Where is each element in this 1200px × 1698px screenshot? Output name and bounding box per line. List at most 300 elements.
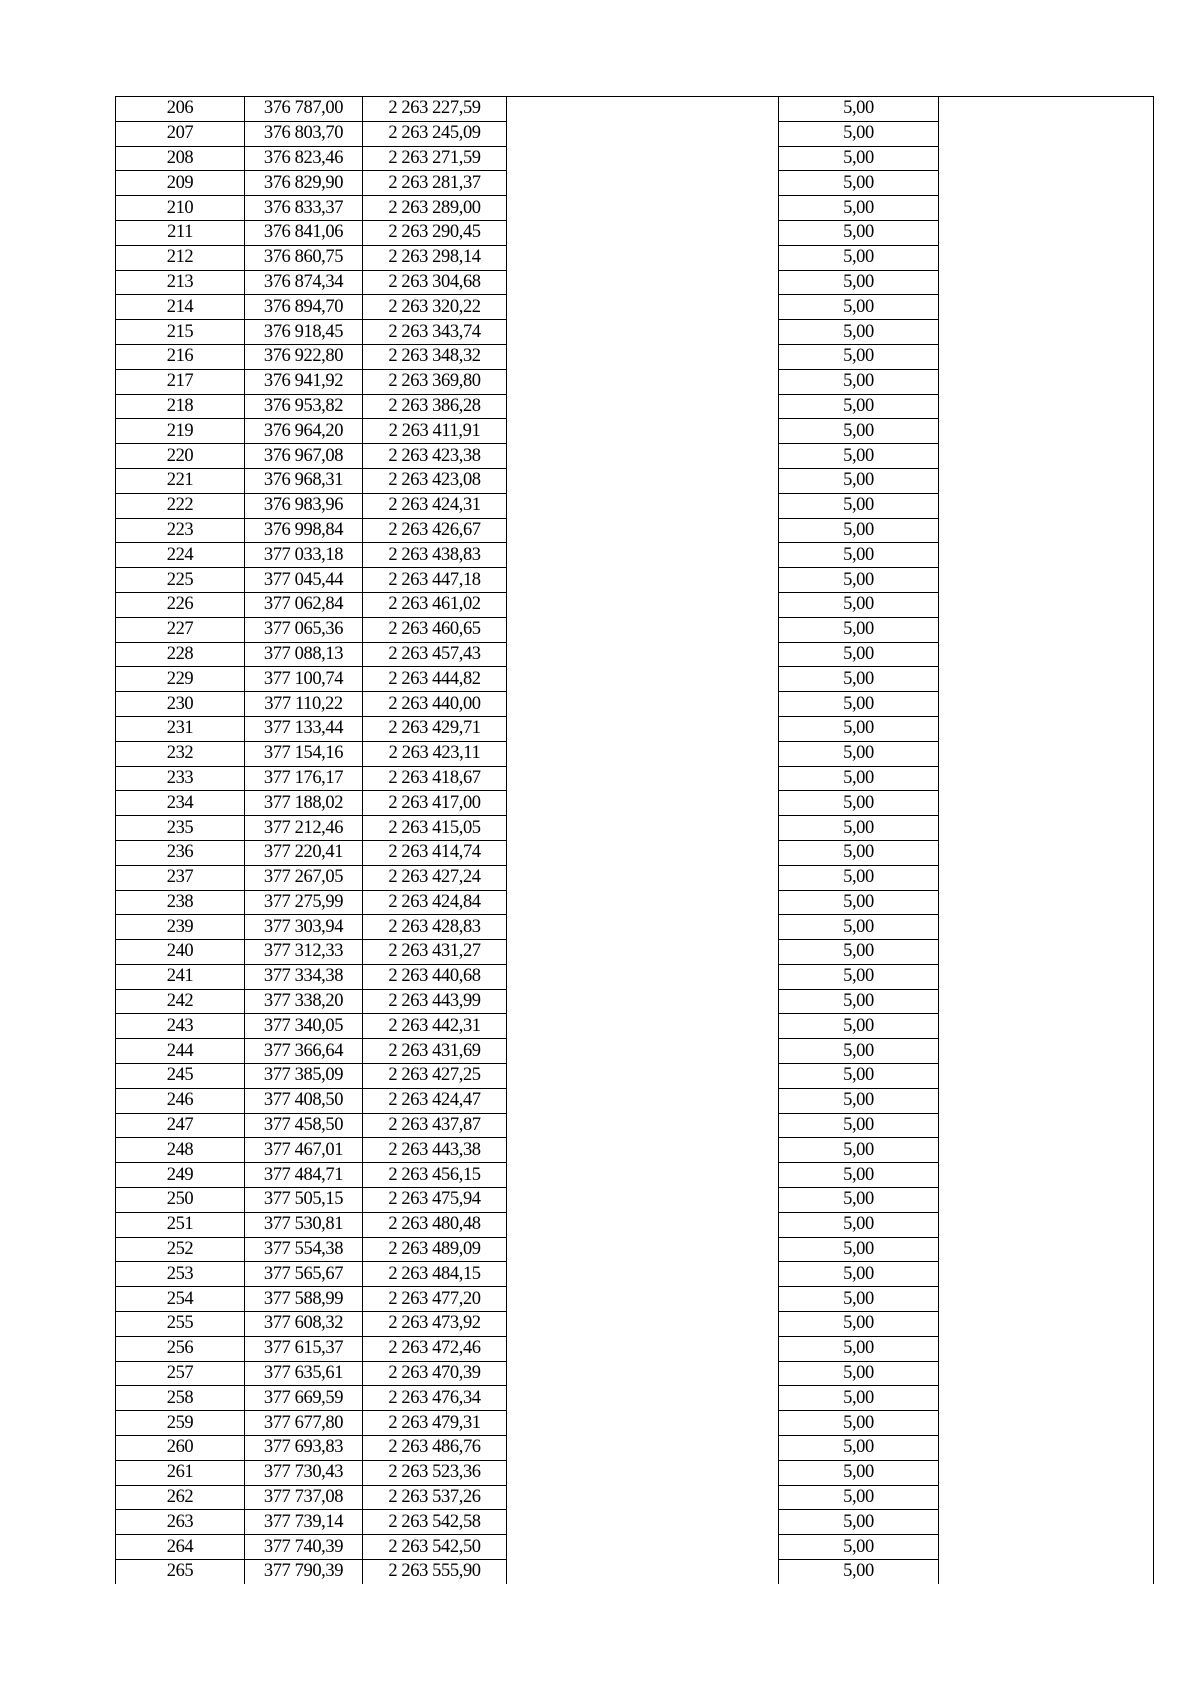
table-row bbox=[116, 320, 1154, 345]
point-number-cell: 263 bbox=[116, 1510, 245, 1535]
tolerance-cell: 5,00 bbox=[779, 816, 939, 841]
tolerance-cell: 5,00 bbox=[779, 369, 939, 394]
x-coordinate-cell: 377 045,44 bbox=[245, 568, 363, 593]
note-cell bbox=[939, 1014, 1154, 1039]
blank-cell bbox=[507, 245, 779, 270]
blank-cell bbox=[507, 1336, 779, 1361]
table-row bbox=[116, 344, 1154, 369]
table-row bbox=[116, 642, 1154, 667]
x-coordinate-cell: 377 467,01 bbox=[245, 1138, 363, 1163]
point-number-cell: 258 bbox=[116, 1386, 245, 1411]
table-row bbox=[116, 543, 1154, 568]
blank-cell bbox=[507, 840, 779, 865]
note-cell bbox=[939, 1485, 1154, 1510]
x-coordinate-cell: 376 964,20 bbox=[245, 419, 363, 444]
y-coordinate-cell: 2 263 290,45 bbox=[363, 220, 507, 245]
tolerance-cell: 5,00 bbox=[779, 940, 939, 965]
table-row bbox=[116, 592, 1154, 617]
note-cell bbox=[939, 1460, 1154, 1485]
blank-cell bbox=[507, 692, 779, 717]
tolerance-cell: 5,00 bbox=[779, 915, 939, 940]
y-coordinate-cell: 2 263 523,36 bbox=[363, 1460, 507, 1485]
note-cell bbox=[939, 1163, 1154, 1188]
blank-cell bbox=[507, 196, 779, 221]
y-coordinate-cell: 2 263 537,26 bbox=[363, 1485, 507, 1510]
tolerance-cell: 5,00 bbox=[779, 617, 939, 642]
point-number-cell: 257 bbox=[116, 1361, 245, 1386]
table-row bbox=[116, 245, 1154, 270]
tolerance-cell: 5,00 bbox=[779, 840, 939, 865]
note-cell bbox=[939, 270, 1154, 295]
blank-cell bbox=[507, 1386, 779, 1411]
blank-cell bbox=[507, 1163, 779, 1188]
y-coordinate-cell: 2 263 271,59 bbox=[363, 146, 507, 171]
point-number-cell: 215 bbox=[116, 320, 245, 345]
tolerance-cell: 5,00 bbox=[779, 716, 939, 741]
blank-cell bbox=[507, 1361, 779, 1386]
table-row bbox=[116, 121, 1154, 146]
note-cell bbox=[939, 865, 1154, 890]
table-row bbox=[116, 1113, 1154, 1138]
y-coordinate-cell: 2 263 475,94 bbox=[363, 1188, 507, 1213]
x-coordinate-cell: 377 554,38 bbox=[245, 1237, 363, 1262]
tolerance-cell: 5,00 bbox=[779, 865, 939, 890]
x-coordinate-cell: 377 340,05 bbox=[245, 1014, 363, 1039]
x-coordinate-cell: 376 841,06 bbox=[245, 220, 363, 245]
y-coordinate-cell: 2 263 423,38 bbox=[363, 444, 507, 469]
note-cell bbox=[939, 468, 1154, 493]
tolerance-cell: 5,00 bbox=[779, 692, 939, 717]
table-row bbox=[116, 146, 1154, 171]
blank-cell bbox=[507, 568, 779, 593]
table-row bbox=[116, 1262, 1154, 1287]
tolerance-cell: 5,00 bbox=[779, 1014, 939, 1039]
y-coordinate-cell: 2 263 440,68 bbox=[363, 964, 507, 989]
blank-cell bbox=[507, 791, 779, 816]
tolerance-cell: 5,00 bbox=[779, 741, 939, 766]
x-coordinate-cell: 376 803,70 bbox=[245, 121, 363, 146]
note-cell bbox=[939, 543, 1154, 568]
y-coordinate-cell: 2 263 426,67 bbox=[363, 518, 507, 543]
point-number-cell: 214 bbox=[116, 295, 245, 320]
y-coordinate-cell: 2 263 473,92 bbox=[363, 1312, 507, 1337]
x-coordinate-cell: 377 338,20 bbox=[245, 989, 363, 1014]
point-number-cell: 237 bbox=[116, 865, 245, 890]
y-coordinate-cell: 2 263 424,47 bbox=[363, 1088, 507, 1113]
y-coordinate-cell: 2 263 424,84 bbox=[363, 890, 507, 915]
x-coordinate-cell: 377 693,83 bbox=[245, 1436, 363, 1461]
y-coordinate-cell: 2 263 555,90 bbox=[363, 1560, 507, 1584]
table-row bbox=[116, 1460, 1154, 1485]
y-coordinate-cell: 2 263 245,09 bbox=[363, 121, 507, 146]
tolerance-cell: 5,00 bbox=[779, 1163, 939, 1188]
tolerance-cell: 5,00 bbox=[779, 245, 939, 270]
y-coordinate-cell: 2 263 447,18 bbox=[363, 568, 507, 593]
table-row bbox=[116, 1560, 1154, 1584]
note-cell bbox=[939, 1138, 1154, 1163]
point-number-cell: 231 bbox=[116, 716, 245, 741]
table-row bbox=[116, 692, 1154, 717]
point-number-cell: 245 bbox=[116, 1064, 245, 1089]
blank-cell bbox=[507, 394, 779, 419]
note-cell bbox=[939, 1262, 1154, 1287]
x-coordinate-cell: 377 303,94 bbox=[245, 915, 363, 940]
tolerance-cell: 5,00 bbox=[779, 1312, 939, 1337]
y-coordinate-cell: 2 263 486,76 bbox=[363, 1436, 507, 1461]
y-coordinate-cell: 2 263 289,00 bbox=[363, 196, 507, 221]
tolerance-cell: 5,00 bbox=[779, 642, 939, 667]
blank-cell bbox=[507, 1014, 779, 1039]
note-cell bbox=[939, 1088, 1154, 1113]
note-cell bbox=[939, 369, 1154, 394]
blank-cell bbox=[507, 468, 779, 493]
y-coordinate-cell: 2 263 472,46 bbox=[363, 1336, 507, 1361]
y-coordinate-cell: 2 263 320,22 bbox=[363, 295, 507, 320]
tolerance-cell: 5,00 bbox=[779, 320, 939, 345]
tolerance-cell: 5,00 bbox=[779, 419, 939, 444]
tolerance-cell: 5,00 bbox=[779, 1485, 939, 1510]
tolerance-cell: 5,00 bbox=[779, 295, 939, 320]
blank-cell bbox=[507, 1411, 779, 1436]
x-coordinate-cell: 377 588,99 bbox=[245, 1287, 363, 1312]
blank-cell bbox=[507, 1535, 779, 1560]
note-cell bbox=[939, 1411, 1154, 1436]
tolerance-cell: 5,00 bbox=[779, 1510, 939, 1535]
tolerance-cell: 5,00 bbox=[779, 1212, 939, 1237]
point-number-cell: 255 bbox=[116, 1312, 245, 1337]
tolerance-cell: 5,00 bbox=[779, 1262, 939, 1287]
point-number-cell: 211 bbox=[116, 220, 245, 245]
blank-cell bbox=[507, 146, 779, 171]
table-row bbox=[116, 1411, 1154, 1436]
y-coordinate-cell: 2 263 461,02 bbox=[363, 592, 507, 617]
table-row bbox=[116, 518, 1154, 543]
point-number-cell: 210 bbox=[116, 196, 245, 221]
x-coordinate-cell: 376 823,46 bbox=[245, 146, 363, 171]
note-cell bbox=[939, 1212, 1154, 1237]
y-coordinate-cell: 2 263 298,14 bbox=[363, 245, 507, 270]
tolerance-cell: 5,00 bbox=[779, 468, 939, 493]
blank-cell bbox=[507, 1287, 779, 1312]
point-number-cell: 248 bbox=[116, 1138, 245, 1163]
note-cell bbox=[939, 890, 1154, 915]
note-cell bbox=[939, 617, 1154, 642]
point-number-cell: 242 bbox=[116, 989, 245, 1014]
table-row bbox=[116, 1436, 1154, 1461]
point-number-cell: 264 bbox=[116, 1535, 245, 1560]
x-coordinate-cell: 377 740,39 bbox=[245, 1535, 363, 1560]
blank-cell bbox=[507, 741, 779, 766]
tolerance-cell: 5,00 bbox=[779, 1336, 939, 1361]
tolerance-cell: 5,00 bbox=[779, 518, 939, 543]
x-coordinate-cell: 376 874,34 bbox=[245, 270, 363, 295]
blank-cell bbox=[507, 97, 779, 122]
x-coordinate-cell: 377 790,39 bbox=[245, 1560, 363, 1584]
tolerance-cell: 5,00 bbox=[779, 1361, 939, 1386]
tolerance-cell: 5,00 bbox=[779, 1535, 939, 1560]
tolerance-cell: 5,00 bbox=[779, 220, 939, 245]
point-number-cell: 222 bbox=[116, 493, 245, 518]
note-cell bbox=[939, 97, 1154, 122]
note-cell bbox=[939, 1188, 1154, 1213]
tolerance-cell: 5,00 bbox=[779, 890, 939, 915]
y-coordinate-cell: 2 263 417,00 bbox=[363, 791, 507, 816]
tolerance-cell: 5,00 bbox=[779, 989, 939, 1014]
note-cell bbox=[939, 1064, 1154, 1089]
blank-cell bbox=[507, 865, 779, 890]
table-row bbox=[116, 940, 1154, 965]
point-number-cell: 247 bbox=[116, 1113, 245, 1138]
tolerance-cell: 5,00 bbox=[779, 493, 939, 518]
blank-cell bbox=[507, 592, 779, 617]
tolerance-cell: 5,00 bbox=[779, 1088, 939, 1113]
y-coordinate-cell: 2 263 484,15 bbox=[363, 1262, 507, 1287]
x-coordinate-cell: 376 941,92 bbox=[245, 369, 363, 394]
tolerance-cell: 5,00 bbox=[779, 964, 939, 989]
table-row bbox=[116, 791, 1154, 816]
table-row bbox=[116, 419, 1154, 444]
note-cell bbox=[939, 320, 1154, 345]
tolerance-cell: 5,00 bbox=[779, 146, 939, 171]
tolerance-cell: 5,00 bbox=[779, 121, 939, 146]
table-row bbox=[116, 1237, 1154, 1262]
y-coordinate-cell: 2 263 440,00 bbox=[363, 692, 507, 717]
x-coordinate-cell: 376 860,75 bbox=[245, 245, 363, 270]
note-cell bbox=[939, 1113, 1154, 1138]
y-coordinate-cell: 2 263 489,09 bbox=[363, 1237, 507, 1262]
x-coordinate-cell: 377 615,37 bbox=[245, 1336, 363, 1361]
point-number-cell: 236 bbox=[116, 840, 245, 865]
x-coordinate-cell: 377 334,38 bbox=[245, 964, 363, 989]
blank-cell bbox=[507, 344, 779, 369]
y-coordinate-cell: 2 263 477,20 bbox=[363, 1287, 507, 1312]
note-cell bbox=[939, 1336, 1154, 1361]
tolerance-cell: 5,00 bbox=[779, 1237, 939, 1262]
note-cell bbox=[939, 1535, 1154, 1560]
note-cell bbox=[939, 295, 1154, 320]
tolerance-cell: 5,00 bbox=[779, 171, 939, 196]
point-number-cell: 209 bbox=[116, 171, 245, 196]
note-cell bbox=[939, 692, 1154, 717]
x-coordinate-cell: 377 033,18 bbox=[245, 543, 363, 568]
note-cell bbox=[939, 915, 1154, 940]
table-row bbox=[116, 270, 1154, 295]
note-cell bbox=[939, 940, 1154, 965]
blank-cell bbox=[507, 320, 779, 345]
y-coordinate-cell: 2 263 428,83 bbox=[363, 915, 507, 940]
table-row bbox=[116, 1287, 1154, 1312]
x-coordinate-cell: 377 730,43 bbox=[245, 1460, 363, 1485]
table-row bbox=[116, 196, 1154, 221]
x-coordinate-cell: 376 967,08 bbox=[245, 444, 363, 469]
x-coordinate-cell: 377 220,41 bbox=[245, 840, 363, 865]
blank-cell bbox=[507, 989, 779, 1014]
note-cell bbox=[939, 1560, 1154, 1584]
blank-cell bbox=[507, 617, 779, 642]
point-number-cell: 206 bbox=[116, 97, 245, 122]
blank-cell bbox=[507, 1237, 779, 1262]
y-coordinate-cell: 2 263 415,05 bbox=[363, 816, 507, 841]
table-row bbox=[116, 220, 1154, 245]
point-number-cell: 224 bbox=[116, 543, 245, 568]
x-coordinate-cell: 377 737,08 bbox=[245, 1485, 363, 1510]
tolerance-cell: 5,00 bbox=[779, 196, 939, 221]
y-coordinate-cell: 2 263 444,82 bbox=[363, 667, 507, 692]
blank-cell bbox=[507, 716, 779, 741]
table-row bbox=[116, 444, 1154, 469]
blank-cell bbox=[507, 171, 779, 196]
blank-cell bbox=[507, 493, 779, 518]
point-number-cell: 254 bbox=[116, 1287, 245, 1312]
x-coordinate-cell: 377 267,05 bbox=[245, 865, 363, 890]
x-coordinate-cell: 377 484,71 bbox=[245, 1163, 363, 1188]
note-cell bbox=[939, 766, 1154, 791]
tolerance-cell: 5,00 bbox=[779, 394, 939, 419]
tolerance-cell: 5,00 bbox=[779, 1138, 939, 1163]
note-cell bbox=[939, 1436, 1154, 1461]
x-coordinate-cell: 377 133,44 bbox=[245, 716, 363, 741]
note-cell bbox=[939, 989, 1154, 1014]
table-row bbox=[116, 1336, 1154, 1361]
note-cell bbox=[939, 196, 1154, 221]
point-number-cell: 249 bbox=[116, 1163, 245, 1188]
x-coordinate-cell: 377 275,99 bbox=[245, 890, 363, 915]
point-number-cell: 232 bbox=[116, 741, 245, 766]
table-row bbox=[116, 617, 1154, 642]
blank-cell bbox=[507, 1510, 779, 1535]
tolerance-cell: 5,00 bbox=[779, 1287, 939, 1312]
y-coordinate-cell: 2 263 480,48 bbox=[363, 1212, 507, 1237]
blank-cell bbox=[507, 1188, 779, 1213]
y-coordinate-cell: 2 263 542,50 bbox=[363, 1535, 507, 1560]
blank-cell bbox=[507, 220, 779, 245]
point-number-cell: 260 bbox=[116, 1436, 245, 1461]
blank-cell bbox=[507, 1088, 779, 1113]
tolerance-cell: 5,00 bbox=[779, 1436, 939, 1461]
note-cell bbox=[939, 394, 1154, 419]
y-coordinate-cell: 2 263 437,87 bbox=[363, 1113, 507, 1138]
point-number-cell: 207 bbox=[116, 121, 245, 146]
blank-cell bbox=[507, 667, 779, 692]
note-cell bbox=[939, 1361, 1154, 1386]
blank-cell bbox=[507, 940, 779, 965]
table-row bbox=[116, 915, 1154, 940]
x-coordinate-cell: 377 608,32 bbox=[245, 1312, 363, 1337]
point-number-cell: 262 bbox=[116, 1485, 245, 1510]
note-cell bbox=[939, 964, 1154, 989]
tolerance-cell: 5,00 bbox=[779, 766, 939, 791]
point-number-cell: 261 bbox=[116, 1460, 245, 1485]
y-coordinate-cell: 2 263 423,08 bbox=[363, 468, 507, 493]
x-coordinate-cell: 376 968,31 bbox=[245, 468, 363, 493]
x-coordinate-cell: 376 918,45 bbox=[245, 320, 363, 345]
point-number-cell: 235 bbox=[116, 816, 245, 841]
note-cell bbox=[939, 1287, 1154, 1312]
table-row bbox=[116, 1163, 1154, 1188]
blank-cell bbox=[507, 1064, 779, 1089]
tolerance-cell: 5,00 bbox=[779, 1039, 939, 1064]
note-cell bbox=[939, 493, 1154, 518]
table-row bbox=[116, 1510, 1154, 1535]
tolerance-cell: 5,00 bbox=[779, 1460, 939, 1485]
point-number-cell: 220 bbox=[116, 444, 245, 469]
tolerance-cell: 5,00 bbox=[779, 1113, 939, 1138]
x-coordinate-cell: 376 833,37 bbox=[245, 196, 363, 221]
x-coordinate-cell: 377 110,22 bbox=[245, 692, 363, 717]
table-row bbox=[116, 1212, 1154, 1237]
note-cell bbox=[939, 1510, 1154, 1535]
x-coordinate-cell: 377 366,64 bbox=[245, 1039, 363, 1064]
blank-cell bbox=[507, 1138, 779, 1163]
table-row bbox=[116, 1088, 1154, 1113]
note-cell bbox=[939, 592, 1154, 617]
table-row bbox=[116, 468, 1154, 493]
tolerance-cell: 5,00 bbox=[779, 270, 939, 295]
point-number-cell: 241 bbox=[116, 964, 245, 989]
blank-cell bbox=[507, 543, 779, 568]
blank-cell bbox=[507, 816, 779, 841]
x-coordinate-cell: 377 065,36 bbox=[245, 617, 363, 642]
x-coordinate-cell: 376 922,80 bbox=[245, 344, 363, 369]
x-coordinate-cell: 377 530,81 bbox=[245, 1212, 363, 1237]
note-cell bbox=[939, 741, 1154, 766]
x-coordinate-cell: 377 088,13 bbox=[245, 642, 363, 667]
point-number-cell: 230 bbox=[116, 692, 245, 717]
y-coordinate-cell: 2 263 438,83 bbox=[363, 543, 507, 568]
note-cell bbox=[939, 1312, 1154, 1337]
point-number-cell: 250 bbox=[116, 1188, 245, 1213]
note-cell bbox=[939, 642, 1154, 667]
point-number-cell: 212 bbox=[116, 245, 245, 270]
blank-cell bbox=[507, 1113, 779, 1138]
y-coordinate-cell: 2 263 457,43 bbox=[363, 642, 507, 667]
x-coordinate-cell: 377 154,16 bbox=[245, 741, 363, 766]
y-coordinate-cell: 2 263 443,38 bbox=[363, 1138, 507, 1163]
note-cell bbox=[939, 816, 1154, 841]
x-coordinate-cell: 377 176,17 bbox=[245, 766, 363, 791]
y-coordinate-cell: 2 263 343,74 bbox=[363, 320, 507, 345]
x-coordinate-cell: 377 669,59 bbox=[245, 1386, 363, 1411]
blank-cell bbox=[507, 1460, 779, 1485]
note-cell bbox=[939, 791, 1154, 816]
table-row bbox=[116, 1361, 1154, 1386]
y-coordinate-cell: 2 263 369,80 bbox=[363, 369, 507, 394]
tolerance-cell: 5,00 bbox=[779, 1064, 939, 1089]
coordinates-table bbox=[115, 96, 1154, 1584]
table-row bbox=[116, 171, 1154, 196]
table-row bbox=[116, 1188, 1154, 1213]
tolerance-cell: 5,00 bbox=[779, 1560, 939, 1584]
x-coordinate-cell: 377 312,33 bbox=[245, 940, 363, 965]
tolerance-cell: 5,00 bbox=[779, 1411, 939, 1436]
blank-cell bbox=[507, 1312, 779, 1337]
table-row bbox=[116, 816, 1154, 841]
note-cell bbox=[939, 1237, 1154, 1262]
note-cell bbox=[939, 1386, 1154, 1411]
x-coordinate-cell: 377 505,15 bbox=[245, 1188, 363, 1213]
blank-cell bbox=[507, 1436, 779, 1461]
y-coordinate-cell: 2 263 431,27 bbox=[363, 940, 507, 965]
point-number-cell: 239 bbox=[116, 915, 245, 940]
x-coordinate-cell: 377 635,61 bbox=[245, 1361, 363, 1386]
note-cell bbox=[939, 344, 1154, 369]
note-cell bbox=[939, 419, 1154, 444]
point-number-cell: 218 bbox=[116, 394, 245, 419]
table-row bbox=[116, 369, 1154, 394]
table-row bbox=[116, 493, 1154, 518]
table-row bbox=[116, 295, 1154, 320]
y-coordinate-cell: 2 263 442,31 bbox=[363, 1014, 507, 1039]
